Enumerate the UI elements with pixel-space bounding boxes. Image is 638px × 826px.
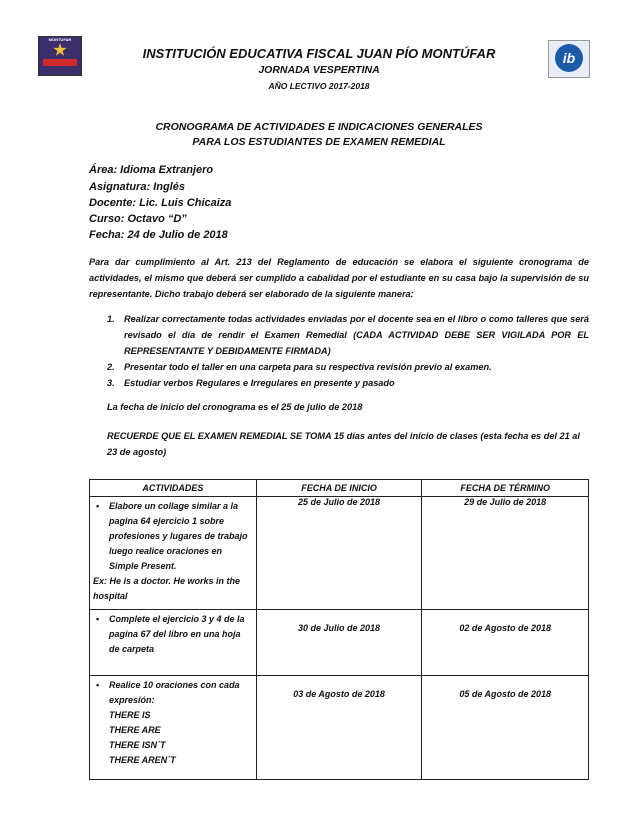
schedule-start-note: La fecha de inicio del cronograma es el 25 de julio de 2018 xyxy=(107,402,363,412)
end-date-cell: 05 de Agosto de 2018 xyxy=(422,676,589,780)
document-title-line1: CRONOGRAMA DE ACTIVIDADES E INDICACIONES GENERALES xyxy=(155,121,483,133)
column-header: ACTIVIDADES xyxy=(90,480,257,497)
table-row xyxy=(90,676,589,780)
column-header: FECHA DE INICIO xyxy=(256,480,422,497)
list-item-text: Presentar todo el taller en una carpeta para su respectiva revisión previo al examen. xyxy=(124,362,492,372)
list-item-number: 2. xyxy=(107,362,115,372)
start-date-cell: 03 de Agosto de 2018 xyxy=(256,676,422,780)
activity-cell xyxy=(90,676,257,780)
school-logo-caption: MONTUFAR xyxy=(48,37,72,42)
column-header: FECHA DE TÉRMINO xyxy=(422,480,589,497)
intro-paragraph: Para dar cumplimiento al Art. 213 del Reglamento de educación se elabora el siguiente cronograma de actividades, el mismo que deberá ser cumplido a cabalidad por el estudiante en su casa bajo la supervisión de su representante. Dicho trabajo deberá ser elaborado de la siguiente manera: xyxy=(89,257,589,299)
school-year: AÑO LECTIVO 2017-2018 xyxy=(268,81,370,91)
ib-logo-text: ib xyxy=(555,44,583,72)
expression-item: THERE IS xyxy=(109,710,151,720)
expression-item: THERE ARE xyxy=(109,725,161,735)
meta-area: Área: Idioma Extranjero xyxy=(89,164,214,176)
list-item-number: 3. xyxy=(107,378,115,388)
meta-date: Fecha: 24 de Julio de 2018 xyxy=(89,229,228,241)
exam-note: RECUERDE QUE EL EXAMEN REMEDIAL SE TOMA 15 días antes del inicio de clases (esta fecha es del 21 al 23 de agosto) xyxy=(107,431,580,457)
instruction-list xyxy=(107,311,589,391)
document-title-line2: PARA LOS ESTUDIANTES DE EXAMEN REMEDIAL xyxy=(192,136,446,148)
list-item-text: Realizar correctamente todas actividades enviadas por el docente sea en el libro o como talleres que será revisado el día de rendir el Examen Remedial (CADA ACTIVIDAD DEBE SER VIGILADA POR EL REPRESENTANTE Y DEBIDAMENTE FIRMADA) xyxy=(124,314,589,356)
activity-text: • Elabore un collage similar a la pagina 64 ejercicio 1 sobre profesiones y lugares de trabajo luego realice oraciones en Simple Present. xyxy=(93,499,252,574)
meta-subject: Asignatura: Inglés xyxy=(89,181,185,193)
expression-item: THERE AREN´T xyxy=(109,755,176,765)
school-name: INSTITUCIÓN EDUCATIVA FISCAL JUAN PÍO MONTÚFAR xyxy=(142,46,496,61)
start-date-cell: 30 de Julio de 2018 xyxy=(256,610,422,676)
list-item xyxy=(107,311,589,359)
end-date-cell: 29 de Julio de 2018 xyxy=(422,497,589,610)
list-item xyxy=(107,375,589,391)
meta-teacher: Docente: Lic. Luis Chicaiza xyxy=(89,197,232,209)
start-date-cell: 25 de Julio de 2018 xyxy=(256,497,422,610)
school-shift: JORNADA VESPERTINA xyxy=(258,64,380,76)
activity-cell xyxy=(90,610,257,676)
meta-course: Curso: Octavo “D” xyxy=(89,213,187,225)
end-date-cell: 02 de Agosto de 2018 xyxy=(422,610,589,676)
table-header-row xyxy=(90,480,589,497)
list-item-number: 1. xyxy=(107,314,115,324)
activity-text: • Complete el ejercicio 3 y 4 de la pagina 67 del libro en una hoja de carpeta xyxy=(93,612,252,657)
expression-item: THERE ISN´T xyxy=(109,740,166,750)
activity-example: Ex: He is a doctor. He works in the hospital xyxy=(93,576,241,601)
schedule-table xyxy=(89,479,589,780)
activity-text: • Realice 10 oraciones con cada expresión: xyxy=(93,678,252,708)
table-row xyxy=(90,497,589,610)
list-item-text: Estudiar verbos Regulares e Irregulares en presente y pasado xyxy=(124,378,395,388)
table-row xyxy=(90,610,589,676)
activity-cell xyxy=(90,497,257,610)
list-item xyxy=(107,359,589,375)
